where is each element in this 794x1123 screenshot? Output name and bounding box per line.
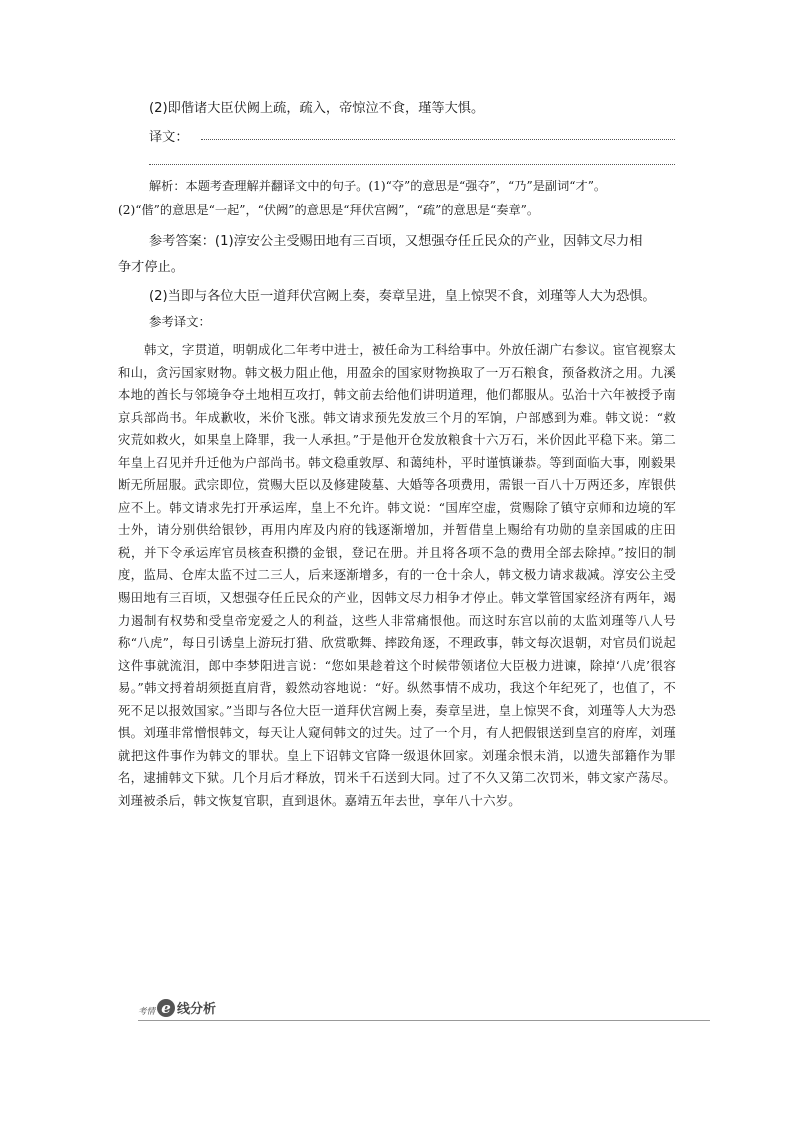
answer-blank-line-1 [201, 139, 675, 140]
answer-line-3: (2)当即与各位大臣一道拜伏宫阙上奏，奏章呈进，皇上惊哭不食，刘瑾等人大为恐惧。 [149, 289, 656, 304]
footer-logo [138, 997, 216, 1017]
reference-translation-paragraph: 韩文，字贯道，明朝成化二年考中进士，被任命为工科给事中。外放任湖广右参议。宦官视察太和山，贪污国家财物。韩文极力阻止他，用盈余的国家财物换取了一万石粮食，预备救济之用。九溪本地的酋长与邻境争夺土地相互攻打，韩文前去给他们讲明道理，他们都服从。弘治十六年被授予南京兵部尚书。年成歉收，米价飞涨。韩文请求预先发放三个月的军饷，户部感到为难。韩文说：“救灾荒如救火，如果皇上降罪，我一人承担。”于是他开仓发放粮食十六万石，米价因此平稳下来。第二年皇上召见并升迁他为户部尚书。韩文稳重敦厚、和蔼纯朴，平时谨慎谦恭。等到面临大事，刚毅果断无所屈服。武宗即位，赏赐大臣以及修建陵墓、大婚等各项费用，需银一百八十万两还多，库银供应不上。韩文请求先打开承运库，皇上不允许。韩文说：“国库空虚，赏赐除了镇守京师和边境的军士外，请分别供给银钞，再用内库及内府的钱逐渐增加，并暂借皇上赐给有功勋的皇亲国戚的庄田税，并下令承运库官员核查积攒的金银，登记在册。并且将各项不急的费用全部去除掉。”按旧的制度，监局、仓库太监不过二三人，后来逐渐增多，有的一仓十余人，韩文极力请求裁减。淳安公主受赐田地有三百顷，又想强夺任丘民众的产业，因韩文尽力相争才停止。韩文掌管国家经济有两年，竭力遏制有权势和受皇帝宠爱之人的利益，这些人非常痛恨他。而这时东宫以前的太监刘瑾等八人号称“八虎”，每日引诱皇上游玩打猎、欣赏歌舞、摔跤角逐，不理政事，韩文每次退朝，对官员们说起这件事就流泪，郎中李梦阳进言说：“您如果趁着这个时候带领诸位大臣极力进谏，除掉‘八虎’很容易。”韩文捋着胡须挺直肩背，毅然动容地说：“好。纵然事情不成功，我这个年纪死了，也值了，不死不足以报效国家。”当即与各位大臣一道拜伏宫阙上奏，奏章呈进，皇上惊哭不食，刘瑾等人大为恐惧。刘瑾非常憎恨韩文，每天让人窥伺韩文的过失。过了一个月，有人把假银送到皇宫的府库，刘瑾就把这件事作为韩文的罪状。皇上下诏韩文官降一级退休回家。刘瑾余恨未消，以遗失部籍作为罪名，逮捕韩文下狱。几个月后才释放，罚米千石送到大同。过了不久又第二次罚米，韩文家产荡尽。刘瑾被杀后，韩文恢复官职，直到退休。嘉靖五年去世，享年八十六岁。 [118, 342, 676, 808]
question-2-text: (2)即偕诸大臣伏阙上疏，疏入，帝惊泣不食，瑾等大惧。 [149, 101, 485, 116]
page-footer [138, 997, 710, 1021]
answer-line-2: 争才停止。 [118, 260, 184, 275]
analysis-line-1: 解析：本题考查理解并翻译文中的句子。(1)“夺”的意思是“强夺”，“乃”是副词“才”。 [149, 179, 607, 193]
translation-label: 译文： [149, 130, 189, 145]
answer-blank-line-2 [149, 164, 675, 165]
footer-divider [138, 1020, 710, 1021]
footer-logo-prefix: 考情 [138, 1007, 156, 1017]
footer-logo-suffix: 线分析 [177, 1002, 217, 1017]
reference-translation-label: 参考译文： [149, 314, 211, 329]
answer-line-1: 参考答案：(1)淳安公主受赐田地有三百顷，又想强夺任丘民众的产业，因韩文尽力相 [149, 234, 643, 249]
e-logo-icon: e [157, 999, 175, 1017]
reference-translation [118, 339, 676, 812]
analysis-line-2: (2)“偕”的意思是“一起”，“伏阙”的意思是“拜伏宫阙”，“疏”的意思是“奏章”。 [118, 203, 540, 217]
